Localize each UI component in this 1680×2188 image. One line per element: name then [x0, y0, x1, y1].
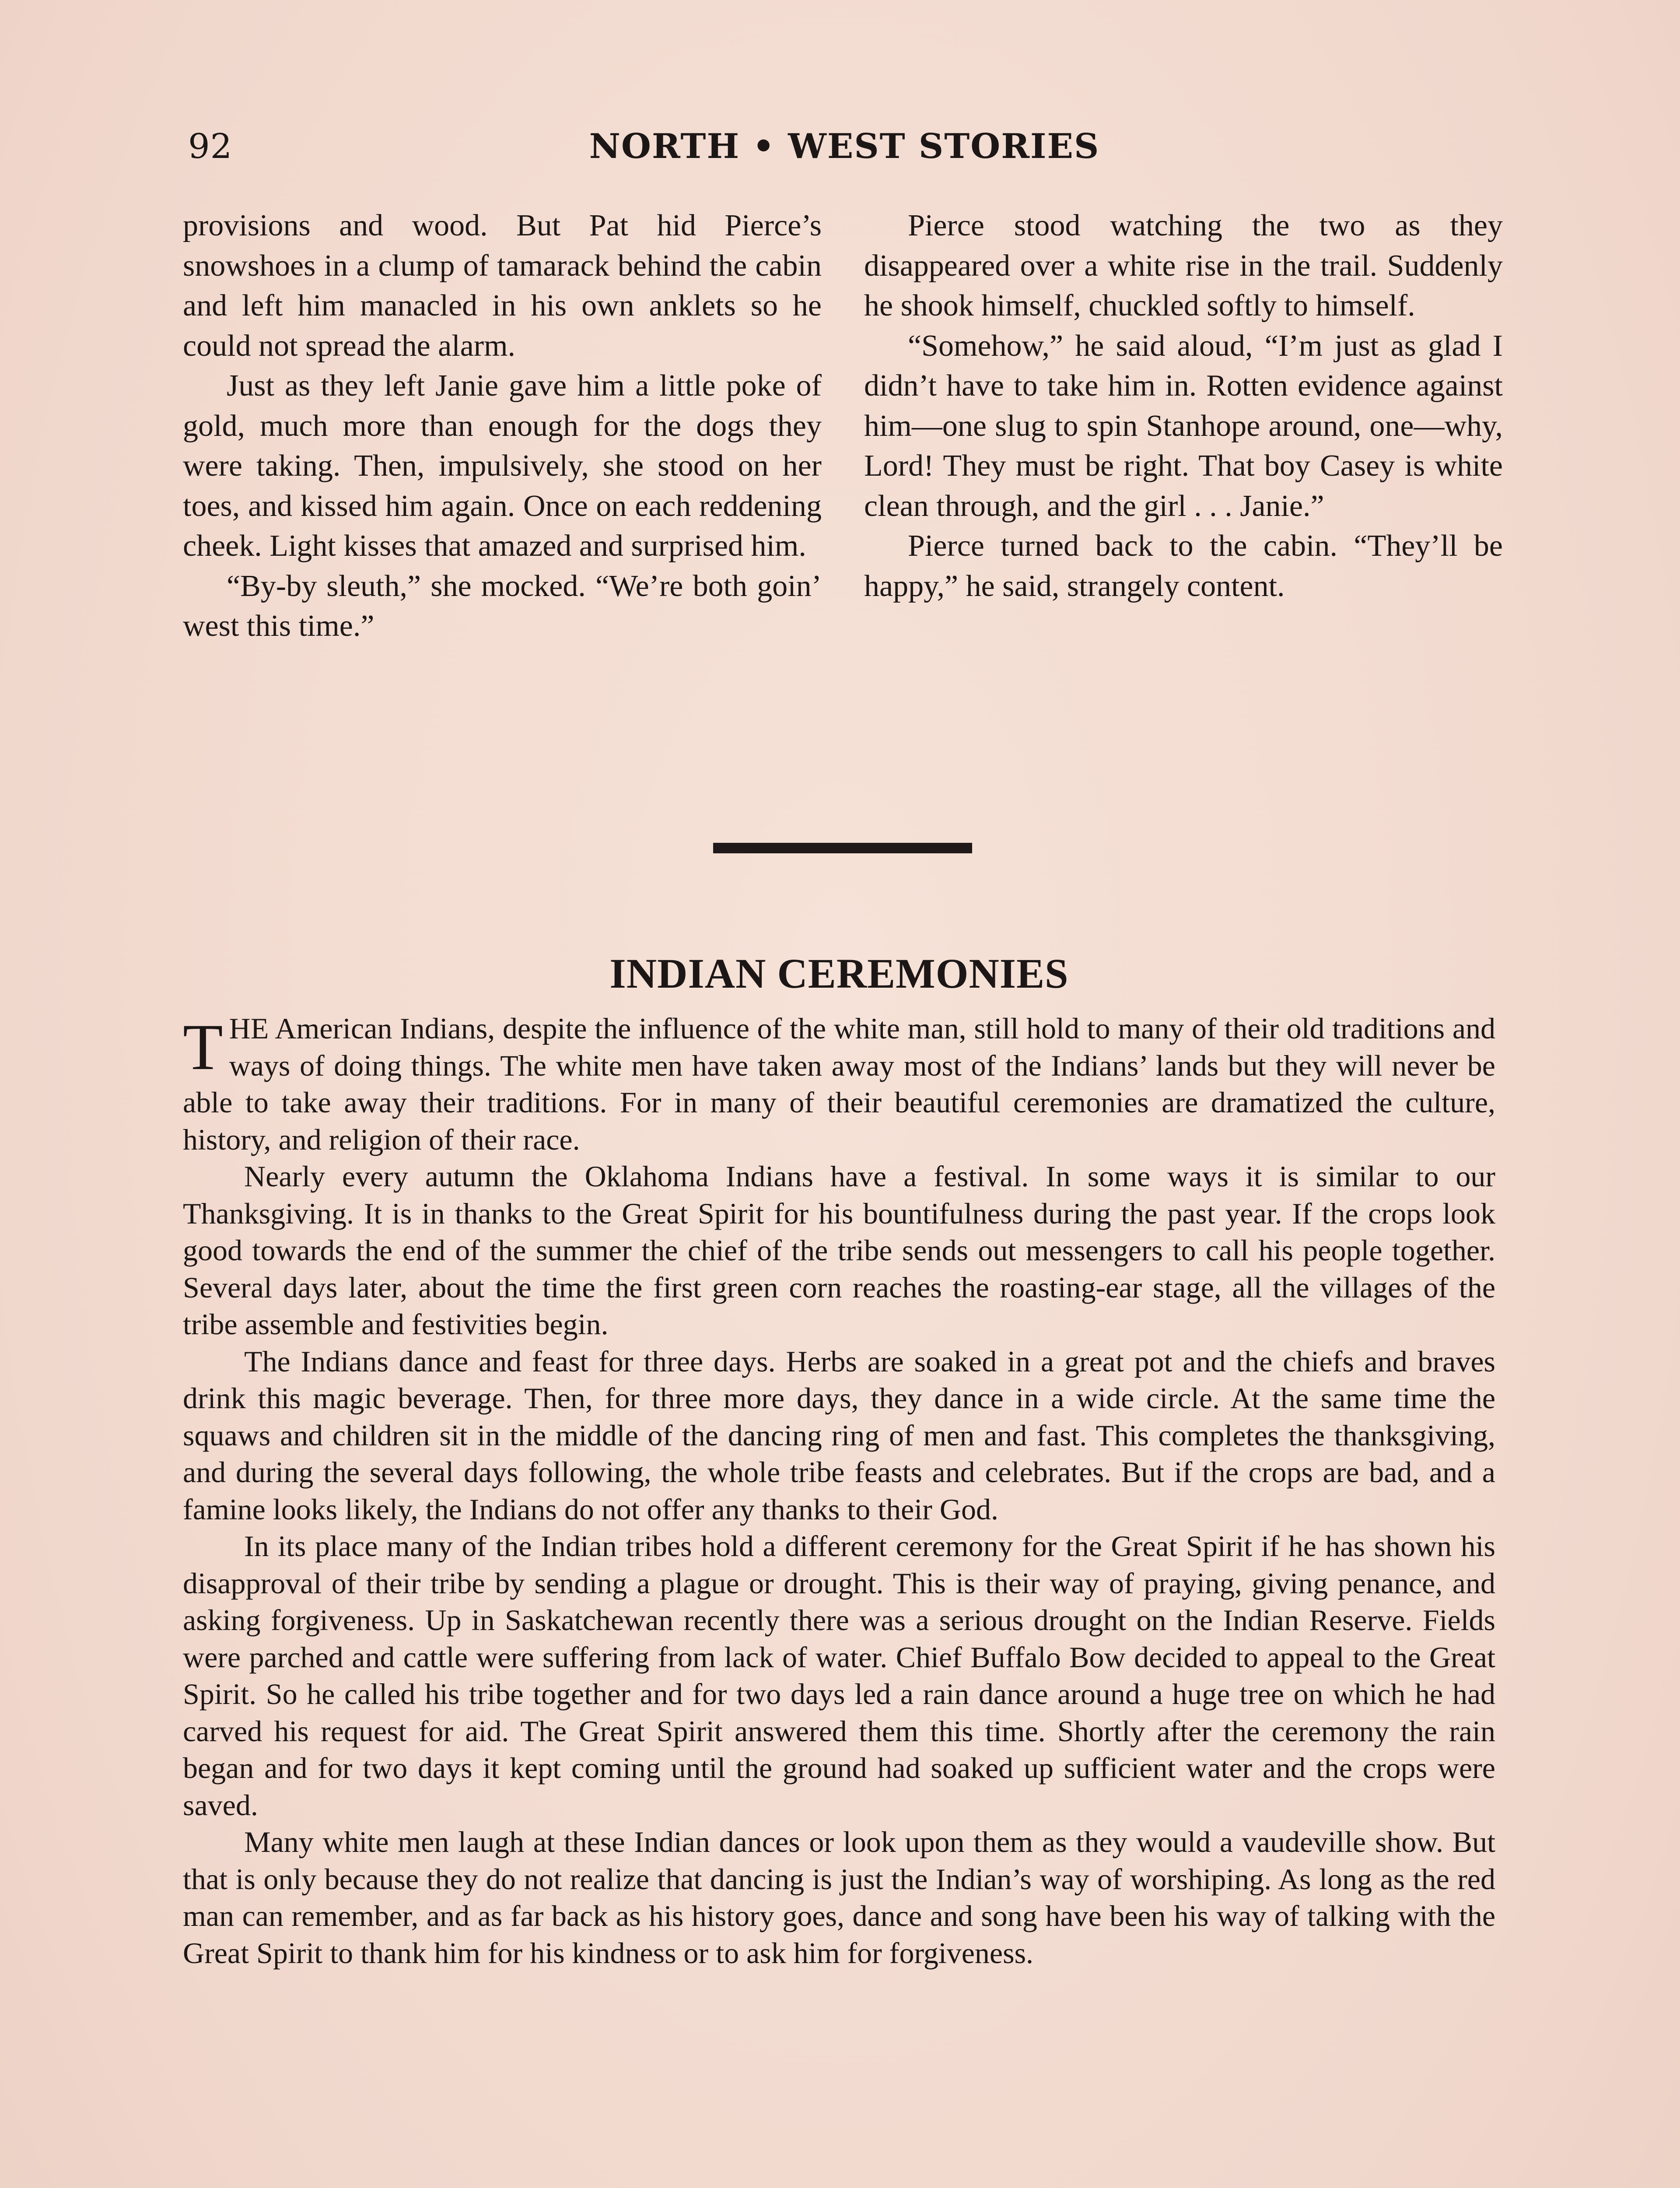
story-paragraph: provisions and wood. But Pat hid Pierce’s snowshoes in a clump of tamarack behind the cabin and left him manacled in his own anklets so he could not spread the alarm.	[183, 209, 822, 363]
page-header	[188, 123, 1501, 171]
story-paragraph: “By-by sleuth,” she mocked. “We’re both goin’ west this time.”	[183, 569, 822, 643]
article-body	[183, 1010, 1495, 1971]
article-paragraph: Many white men laugh at these Indian dances or look upon them as they would a vaudeville show. But that is only because they do not realize that dancing is just the Indian’s way of worshiping. As long as the red man can remember, and as far back as his history goes, dance and song have been his way of talking with the Great Spirit to thank him for his kindness or to ask him for forgiveness.	[183, 1825, 1495, 1970]
first-paragraph-text: HE American Indians, despite the influence of the white man, still hold to many of their old traditions and ways of doing things. The white men have taken away most of the Indians’ lands but they will never be able to take away their traditions. For in many of their beautiful ceremonies are dramatized the culture, history, and religion of their race.	[183, 1012, 1495, 1156]
article-paragraph: In its place many of the Indian tribes hold a different ceremony for the Great Spirit if he has shown his disapproval of their tribe by sending a plague or drought. This is their way of praying, giving penance, and asking forgiveness. Up in Saskatchewan recently there was a serious drought on the Indian Reserve. Fields were parched and cattle were suffering from lack of water. Chief Buffalo Bow decided to appeal to the Great Spirit. So he called his tribe together and for two days led a rain dance around a huge tree on which he had carved his request for aid. The Great Spirit answered them this time. Shortly after the ceremony the rain began and for two days it kept coming until the ground had soaked up sufficient water and the crops were saved.	[183, 1529, 1495, 1822]
page-number: 92	[188, 127, 233, 166]
story-paragraph: Pierce stood watching the two as they disappeared over a white rise in the trail. Suddenly he shook himself, chuckled softly to himself.	[864, 209, 1503, 323]
story-paragraph: Just as they left Janie gave him a little poke of gold, much more than enough for the dogs they were taking. Then, impulsively, she stood on her toes, and kissed him again. Once on each reddening cheek. Light kisses that amazed and surprised him.	[183, 369, 822, 563]
story-paragraph: Pierce turned back to the cabin. “They’ll be happy,” he said, strangely content.	[864, 529, 1503, 603]
section-divider	[713, 843, 972, 853]
article-paragraph: The Indians dance and feast for three days. Herbs are soaked in a great pot and the chiefs and braves drink this magic beverage. Then, for three more days, they dance in a wide circle. At the same time the squaws and children sit in the middle of the dancing ring of men and fast. This completes the thanksgiving, and during the several days following, the whole tribe feasts and celebrates. But if the crops are bad, and a famine looks likely, the Indians do not offer any thanks to their God.	[183, 1344, 1495, 1526]
article-paragraph	[183, 1010, 1495, 1158]
left-column	[183, 206, 822, 646]
article-indian-ceremonies	[183, 945, 1495, 1971]
drop-cap: T	[183, 1011, 223, 1083]
article-title: INDIAN CEREMONIES	[609, 950, 1069, 997]
article-paragraph: Nearly every autumn the Oklahoma Indians have a festival. In some ways it is similar to our Thanksgiving. It is in thanks to the Great Spirit for his bountifulness during the past year. If the crops look good towards the end of the summer the chief of the tribe sends out messengers to call his people together. Several days later, about the time the first green corn reaches the roasting-ear stage, all the villages of the tribe assemble and festivities begin.	[183, 1160, 1495, 1341]
running-head: NORTH • WEST STORIES	[589, 126, 1100, 166]
story-paragraph: “Somehow,” he said aloud, “I’m just as glad I didn’t have to take him in. Rotten evidence against him—one slug to spin Stanhope around, one—why, Lord! They must be right. That boy Casey is white clean through, and the girl . . . Janie.”	[864, 329, 1503, 523]
right-column	[864, 206, 1503, 606]
